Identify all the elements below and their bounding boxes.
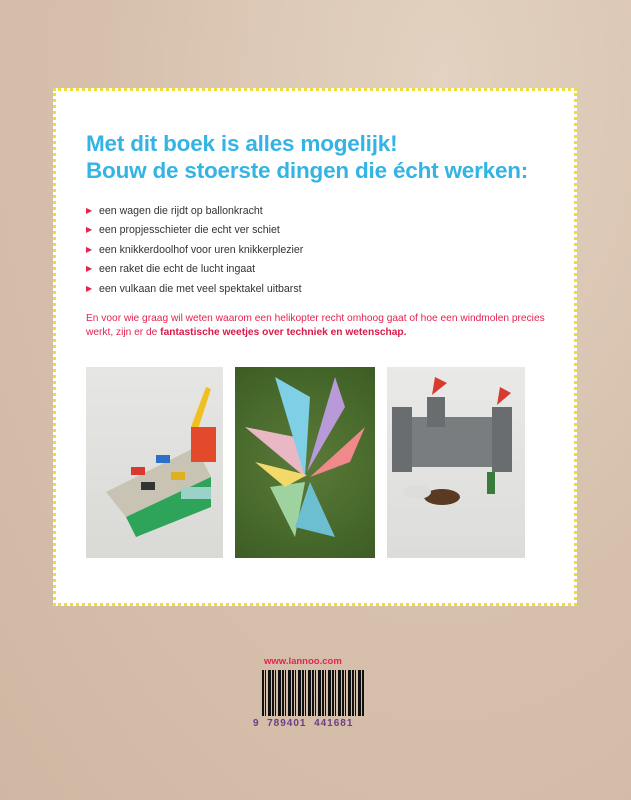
triangle-bullet-icon: ▶	[86, 264, 93, 274]
list-item	[86, 240, 303, 260]
heading	[86, 130, 528, 184]
paper-planes-image	[235, 367, 375, 558]
list-item-text: een propjesschieter die echt ver schiet	[99, 224, 280, 237]
isbn-number	[253, 718, 353, 729]
list-item-text: een raket die echt de lucht ingaat	[99, 263, 256, 276]
barcode-image	[262, 670, 364, 716]
paragraph-bold: fantastische weetjes over techniek en wetenschap.	[160, 326, 407, 338]
heading-line-1: Met dit boek is alles mogelijk!	[86, 131, 398, 156]
isbn-first: 9	[253, 718, 260, 729]
description-paragraph	[86, 312, 566, 339]
parking-garage-image	[86, 367, 223, 558]
triangle-bullet-icon: ▶	[86, 244, 93, 254]
castle-image	[387, 367, 525, 558]
photo-castle	[387, 367, 525, 558]
list-item-text: een wagen die rijdt op ballonkracht	[99, 204, 263, 217]
triangle-bullet-icon: ▶	[86, 225, 93, 235]
triangle-bullet-icon: ▶	[86, 205, 93, 215]
photo-paper-planes	[235, 367, 375, 558]
heading-line-2: Bouw de stoerste dingen die écht werken:	[86, 158, 529, 183]
triangle-bullet-icon: ▶	[86, 283, 93, 293]
list-item	[86, 201, 303, 221]
list-item	[86, 260, 303, 280]
list-item	[86, 279, 303, 299]
paragraph-text: En voor wie graag wil weten waarom een helikopter recht omhoog gaat of hoe een windmolen precies werkt, zijn er de	[86, 313, 545, 338]
publisher-url[interactable]: www.lannoo.com	[264, 656, 342, 667]
list-item-text: een vulkaan die met veel spektakel uitbarst	[99, 282, 302, 295]
feature-list	[86, 201, 303, 299]
isbn-last: 441681	[314, 718, 354, 729]
list-item-text: een knikkerdoolhof voor uren knikkerplezier	[99, 243, 304, 256]
isbn-mid: 789401	[267, 718, 307, 729]
photo-car-parking	[86, 367, 223, 558]
list-item	[86, 221, 303, 241]
